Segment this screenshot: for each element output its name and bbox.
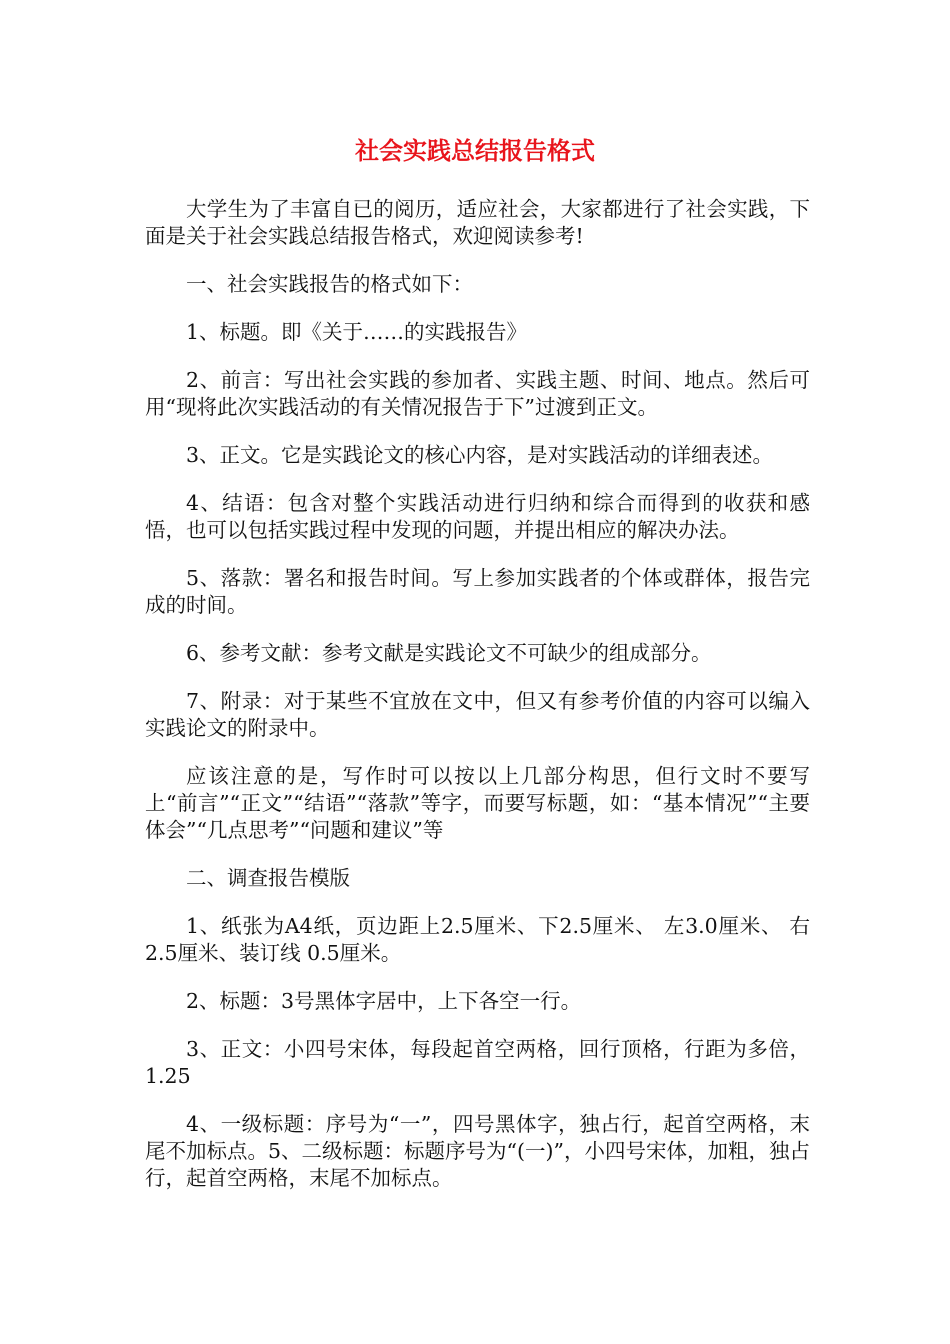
paragraph-intro: 大学生为了丰富自已的阅历，适应社会，大家都进行了社会实践，下面是关于社会实践总结报告格式，欢迎阅读参考! <box>145 197 810 248</box>
paragraph-item: 2、前言：写出社会实践的参加者、实践主题、时间、地点。然后可用“现将此次实践活动的有关情况报告于下”过渡到正文。 <box>145 368 810 419</box>
document-title: 社会实践总结报告格式 <box>355 137 595 165</box>
section-heading-1: 一、社会实践报告的格式如下： <box>186 272 473 296</box>
section-heading-2: 二、调查报告模版 <box>186 866 350 890</box>
paragraph-item: 4、一级标题：序号为“一”，四号黑体字，独占行，起首空两格，末尾不加标点。5、二级标题：标题序号为“(一)”，小四号宋体，加粗，独占行，起首空两格，末尾不加标点。 <box>145 1112 810 1190</box>
paragraph-item: 3、正文：小四号宋体，每段起首空两格，回行顶格，行距为多倍，1.25 <box>145 1037 810 1088</box>
paragraph-item: 6、参考文献：参考文献是实践论文不可缺少的组成部分。 <box>186 641 712 665</box>
paragraph-item: 2、标题：3号黑体字居中，上下各空一行。 <box>186 989 582 1013</box>
paragraph-item: 1、标题。即《关于……的实践报告》 <box>186 320 528 344</box>
paragraph-item: 1、纸张为A4纸，页边距上2.5厘米、下2.5厘米、 左3.0厘米、 右2.5厘米、装订线 0.5厘米。 <box>145 914 810 965</box>
paragraph-item: 3、正文。它是实践论文的核心内容，是对实践活动的详细表述。 <box>186 443 774 467</box>
paragraph-item: 5、落款：署名和报告时间。写上参加实践者的个体或群体，报告完成的时间。 <box>145 566 810 617</box>
paragraph-note: 应该注意的是，写作时可以按以上几部分构思，但行文时不要写上“前言”“正文”“结语”“落款”等字，而要写标题，如：“基本情况”“主要体会”“几点思考”“问题和建议”等 <box>145 764 810 842</box>
paragraph-item: 7、附录：对于某些不宜放在文中，但又有参考价值的内容可以编入实践论文的附录中。 <box>145 689 810 740</box>
document-body <box>145 196 810 1213</box>
paragraph-item: 4、结语：包含对整个实践活动进行归纳和综合而得到的收获和感悟，也可以包括实践过程中发现的问题，并提出相应的解决办法。 <box>145 491 810 542</box>
